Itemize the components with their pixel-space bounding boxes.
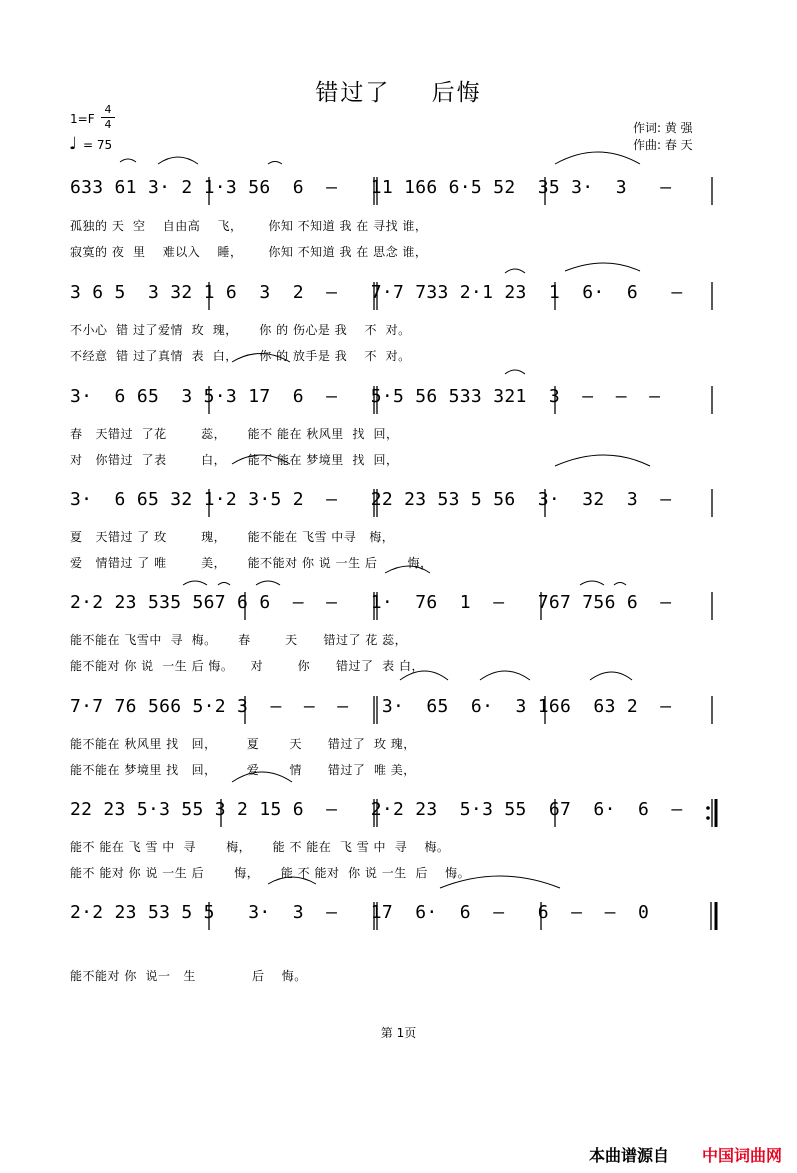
lyric-line: 能不能在 梦境里 找 回， 爱 情 错过了 唯 美，	[70, 763, 416, 777]
lyricist: 作词: 黄 强	[633, 121, 693, 135]
slur-marks	[0, 340, 797, 385]
slur-marks	[0, 150, 797, 180]
song-title: 错过了 后悔	[315, 80, 482, 106]
lyric-line: 孤独的 天 空 自由高 飞， 你知 不知道 我 在 寻找 谁，	[70, 219, 428, 233]
bar-lines	[0, 799, 797, 829]
lyric-line: 能不能对 你 说 一生 后 悔。 对 你 错过了 表 白，	[70, 659, 424, 673]
notation-line: 7·7 76 566 5·2 3 – – – 3· 65 6· 3 166 63 2 –	[70, 696, 672, 717]
notation-line: 3· 6 65 32 1·2 3·5 2 – 22 23 53 5 56 3· 32 3 –	[70, 489, 672, 510]
page-number: 第 1页	[380, 1026, 417, 1040]
notation-line: 2·2 23 53 5 5 3· 3 – 17 6· 6 – 6 – – 0	[70, 902, 650, 923]
notation-line: 22 23 5·3 55 3 2 15 6 – 2·2 23 5·3 55 67 6· 6 –	[70, 799, 683, 820]
tempo-marking: = 75	[83, 138, 113, 152]
lyric-line: 能不能在 秋风里 找 回， 夏 天 错过了 玫 瑰，	[70, 737, 416, 751]
notation-line: 3· 6 65 3 5·3 17 6 – 5·5 56 533 321 3 – – –	[70, 386, 661, 407]
lyric-line: 寂寞的 夜 里 难以入 睡， 你知 不知道 我 在 思念 谁，	[70, 245, 428, 259]
notation-line: 3 6 5 3 32 1 6 3 2 – 7·7 733 2·1 23 1 6· 6 –	[70, 282, 683, 303]
lyric-line: 夏 天错过 了 玫 瑰， 能不能在 飞雪 中寻 梅，	[70, 530, 395, 544]
bar-lines	[0, 177, 797, 207]
composer: 作曲: 春 天	[633, 138, 693, 152]
notation-line: 633 61 3· 2 1·3 56 6 – 11 166 6·5 52 35 3· 3 –	[70, 177, 672, 198]
time-signature-bottom: 4	[104, 118, 112, 131]
lyric-line: 能不 能对 你 说 一生 后 悔， 能 不 能对 你 说 一生 后 悔。	[70, 866, 471, 880]
key-signature: 1=F	[70, 112, 95, 126]
credits	[633, 120, 693, 154]
bar-lines	[0, 902, 797, 932]
slur-marks	[0, 555, 797, 595]
slur-marks	[0, 255, 797, 285]
slur-marks	[0, 868, 797, 904]
time-signature	[101, 104, 115, 131]
bar-lines	[0, 282, 797, 312]
notation-line: 2·2 23 535 567 6 6 – – 1· 76 1 – 767 756 6 –	[70, 592, 672, 613]
lyric-line: 不经意 错 过了真情 表 白， 你 的 放手是 我 不 对。	[70, 349, 411, 363]
footer-site-name: 中国词曲网	[702, 1146, 783, 1165]
quarter-note-icon: ♩	[69, 134, 78, 154]
lyric-line: 爱 情错过 了 唯 美， 能不能对 你 说 一生 后 悔，	[70, 556, 433, 570]
lyric-line: 春 天错过 了花 蕊， 能不 能在 秋风里 找 回，	[70, 427, 399, 441]
footer-source-text: 本曲谱源自	[589, 1146, 670, 1165]
bar-lines	[0, 592, 797, 622]
bar-lines	[0, 386, 797, 416]
bar-lines	[0, 696, 797, 726]
slur-marks	[0, 440, 797, 490]
lyric-line: 对 你错过 了表 白， 能不 能在 梦境里 找 回，	[70, 453, 399, 467]
lyric-line: 能不 能在 飞 雪 中 寻 梅， 能 不 能在 飞 雪 中 寻 梅。	[70, 840, 450, 854]
slur-marks	[0, 760, 797, 802]
time-signature-top: 4	[104, 103, 112, 116]
lyric-line: 能不能对 你 说一 生 后 悔。	[70, 969, 307, 983]
lyric-line: 不小心 错 过了爱情 玫 瑰， 你 的 伤心是 我 不 对。	[70, 323, 411, 337]
bar-lines	[0, 489, 797, 519]
slur-marks	[0, 660, 797, 700]
lyric-line: 能不能在 飞雪中 寻 梅。 春 天 错过了 花 蕊，	[70, 633, 408, 647]
